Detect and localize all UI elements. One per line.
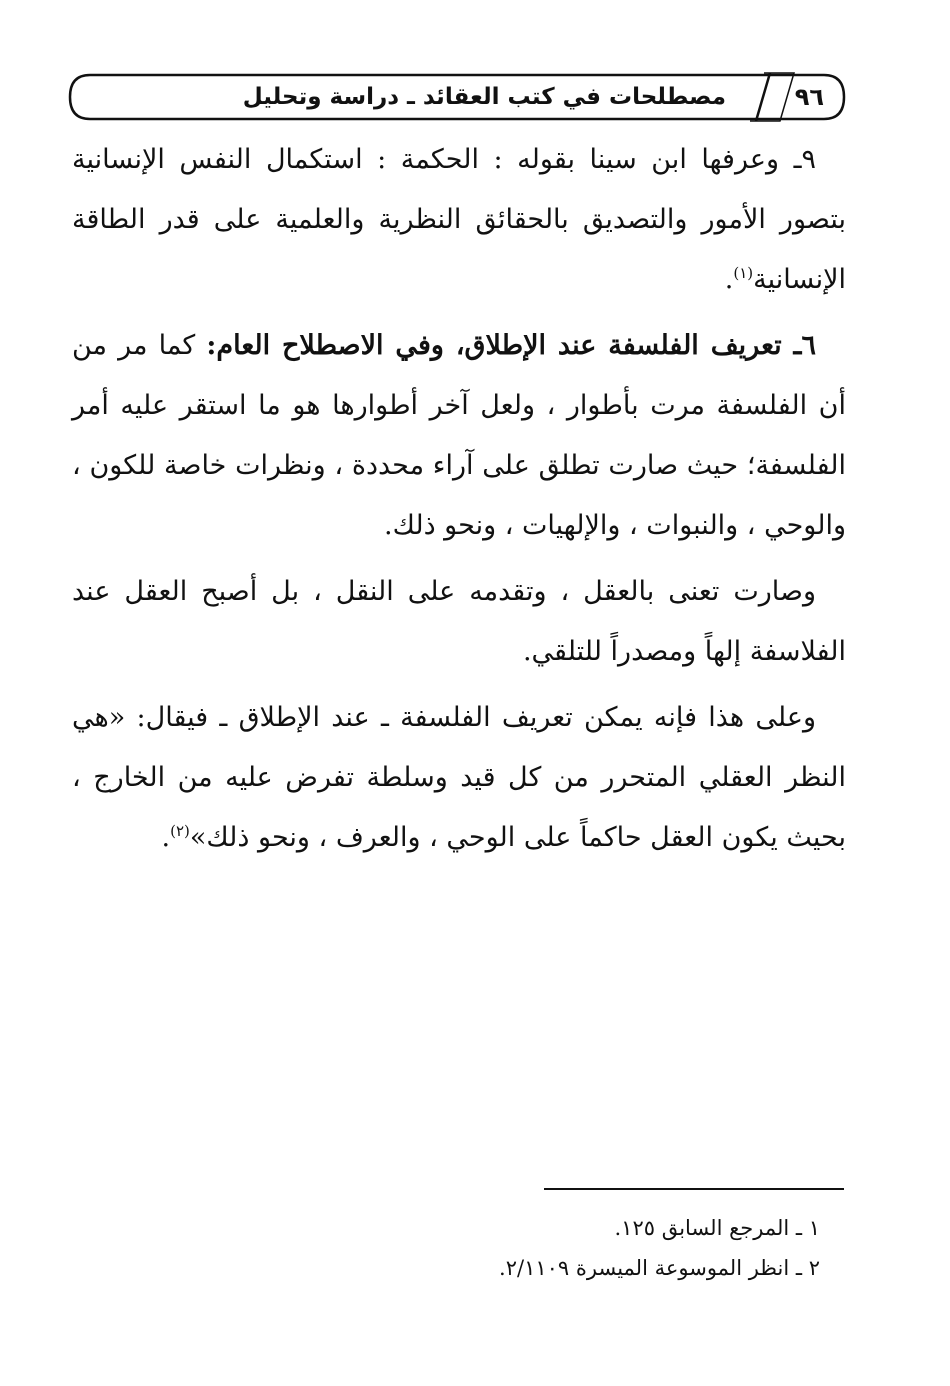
paragraph-philosophy-definition (72, 688, 846, 868)
footnote-ref-1: (١) (733, 264, 754, 282)
page-number: ٩٦ (794, 83, 824, 111)
footnote-1: ١ ـ المرجع السابق ١٢٥. (614, 1216, 820, 1240)
paragraph-end: . (161, 822, 171, 853)
paragraph-text: وعلى هذا فإنه يمكن تعريف الفلسفة ـ عند الإطلاق ـ فيقال: «هي النظر العقلي المتحرر من كل قيد وسلطة تفرض عليه من الخارج ، بحيث يكون العقل حاكماً على الوحي ، والعرف ، ونحو ذلك» (72, 702, 846, 853)
footnote-2: ٢ ـ انظر الموسوعة الميسرة ٢/١١٠٩. (499, 1256, 820, 1280)
paragraph-ibn-sina-definition (72, 130, 846, 310)
main-text (72, 130, 846, 868)
paragraph-reason (72, 562, 846, 682)
section-heading: ٦ـ تعريف الفلسفة عند الإطلاق، وفي الاصطلاح العام: (206, 330, 816, 361)
paragraph-text: كما مر من أن الفلسفة مرت بأطوار ، ولعل آخر أطوارها هو ما استقر عليه أمر الفلسفة؛ حيث صارت تطلق على آراء محددة ، ونظرات خاصة للكون ، والوحي ، والنبوات ، والإلهيات ، ونحو ذلك. (72, 330, 846, 541)
paragraph-end: . (724, 264, 734, 295)
paragraph-text: وصارت تعنى بالعقل ، وتقدمه على النقل ، بل أصبح العقل عند الفلاسفة إلهاً ومصدراً للتلقي. (72, 576, 846, 667)
paragraph-text: ٩ـ وعرفها ابن سينا بقوله : الحكمة : استكمال النفس الإنسانية بتصور الأمور والتصديق بالحقائق النظرية والعلمية على قدر الطاقة الإنسانية (72, 144, 846, 295)
footnote-separator (544, 1188, 844, 1190)
running-header (68, 72, 846, 122)
footnote-ref-2: (٢) (170, 822, 190, 840)
footnotes (420, 1208, 820, 1288)
book-title: مصطلحات في كتب العقائد ـ دراسة وتحليل (242, 84, 726, 110)
paragraph-general-definition (72, 316, 846, 556)
